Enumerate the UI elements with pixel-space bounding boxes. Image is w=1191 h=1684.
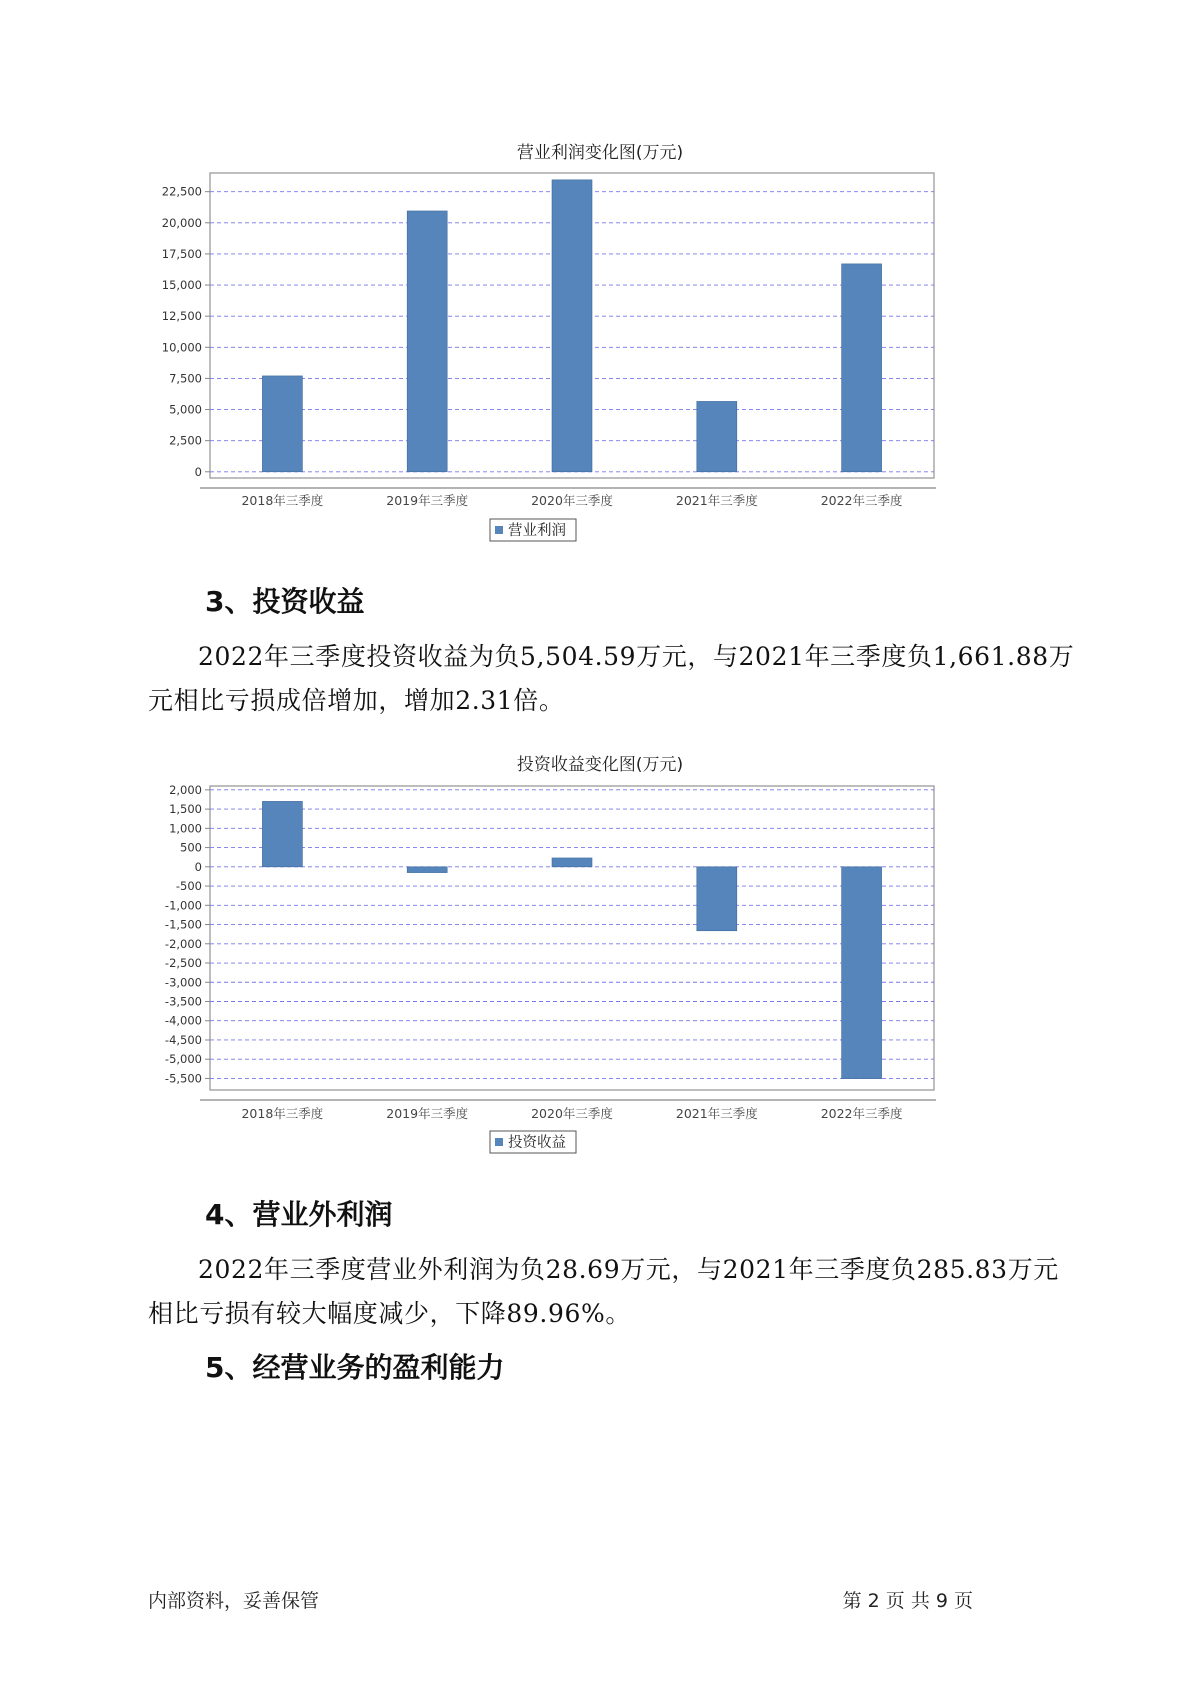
legend-swatch xyxy=(495,526,503,534)
y-tick-label: -4,000 xyxy=(164,1013,202,1028)
x-category-label: 2020年三季度 xyxy=(531,493,613,508)
chart-title: 营业利润变化图(万元) xyxy=(516,143,684,163)
y-tick-label: -2,000 xyxy=(164,936,202,951)
section-paragraph-non-operating-profit: 2022年三季度营业外利润为负28.69万元，与2021年三季度负285.83万元相比亏损有较大幅度减少，下降89.96%。 xyxy=(148,1255,1059,1328)
x-category-label: 2021年三季度 xyxy=(675,493,758,508)
y-tick-label: 2,500 xyxy=(169,433,202,448)
x-category-label: 2019年三季度 xyxy=(386,493,469,508)
y-tick-label: 22,500 xyxy=(161,184,202,199)
section-heading-non-operating-profit: 4、营业外利润 xyxy=(205,1198,393,1231)
section-heading-profitability: 5、经营业务的盈利能力 xyxy=(205,1351,505,1384)
y-tick-label: -5,000 xyxy=(164,1052,202,1067)
y-tick-label: 2,000 xyxy=(169,782,202,797)
y-tick-label: 1,000 xyxy=(169,821,202,836)
y-tick-label: 5,000 xyxy=(169,402,202,417)
y-tick-label: 500 xyxy=(180,840,202,855)
bar xyxy=(697,401,737,471)
bar xyxy=(552,858,592,867)
y-tick-label: 12,500 xyxy=(161,309,202,324)
x-category-label: 2018年三季度 xyxy=(241,493,324,508)
x-category-label: 2018年三季度 xyxy=(241,1106,324,1121)
x-category-label: 2022年三季度 xyxy=(820,1106,903,1121)
y-tick-label: 20,000 xyxy=(161,215,202,230)
y-tick-label: -3,500 xyxy=(164,994,202,1009)
section-paragraph-investment-income: 2022年三季度投资收益为负5,504.59万元，与2021年三季度负1,661.88万元相比亏损成倍增加，增加2.31倍。 xyxy=(148,642,1075,715)
y-tick-label: 10,000 xyxy=(161,340,202,355)
y-tick-label: 1,500 xyxy=(169,802,202,817)
investment-income-chart-svg xyxy=(160,750,1040,1170)
x-category-label: 2019年三季度 xyxy=(386,1106,469,1121)
bar xyxy=(842,867,882,1079)
y-tick-label: -3,000 xyxy=(164,975,202,990)
y-tick-label: -1,500 xyxy=(164,917,202,932)
x-category-label: 2022年三季度 xyxy=(820,493,903,508)
y-tick-label: 17,500 xyxy=(161,246,202,261)
y-tick-label: -5,500 xyxy=(164,1071,202,1086)
operating-profit-chart xyxy=(160,138,1040,558)
investment-income-chart xyxy=(160,750,1040,1170)
section-heading-investment-income: 3、投资收益 xyxy=(205,585,365,618)
bar xyxy=(842,264,882,472)
footer-confidential: 内部资料，妥善保管 xyxy=(148,1590,320,1612)
legend-label: 投资收益 xyxy=(508,1135,566,1151)
y-tick-label: 7,500 xyxy=(169,371,202,386)
y-tick-label: -4,500 xyxy=(164,1032,202,1047)
y-tick-label: -500 xyxy=(175,879,202,894)
operating-profit-chart-svg xyxy=(160,138,1040,558)
plot-area xyxy=(210,786,934,1090)
y-tick-label: 0 xyxy=(194,859,202,874)
y-tick-label: -1,000 xyxy=(164,898,202,913)
bar xyxy=(262,801,302,866)
bar xyxy=(552,180,592,472)
bar xyxy=(262,376,302,472)
y-tick-label: 15,000 xyxy=(161,278,202,293)
bar xyxy=(697,867,737,931)
footer-page-number: 第 2 页 共 9 页 xyxy=(842,1590,973,1612)
chart-title: 投资收益变化图(万元) xyxy=(516,755,684,775)
y-tick-label: -2,500 xyxy=(164,956,202,971)
x-category-label: 2020年三季度 xyxy=(531,1106,613,1121)
x-category-label: 2021年三季度 xyxy=(675,1106,758,1121)
legend-swatch xyxy=(495,1138,503,1146)
bar xyxy=(407,211,447,472)
legend-label: 营业利润 xyxy=(508,523,566,539)
y-tick-label: 0 xyxy=(194,464,202,479)
bar xyxy=(407,867,447,873)
